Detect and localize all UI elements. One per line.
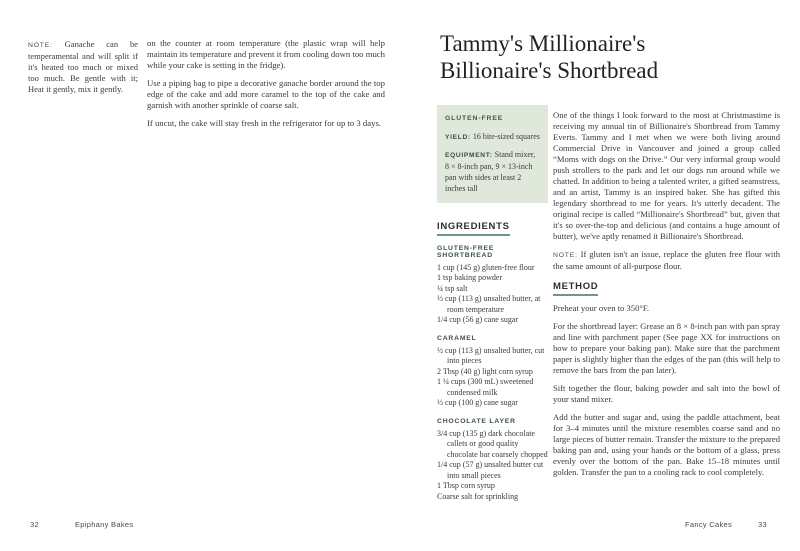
note-text: If gluten isn't an issue, replace the gluten free flour with the same amount of all-purpose flour.	[553, 249, 781, 271]
body-paragraph: Use a piping bag to pipe a decorative ganache border around the top edge of the cake and add more caramel to the top of the cake and garnish with another sprinkle of coarse salt.	[147, 78, 385, 110]
margin-note-paragraph	[28, 39, 138, 95]
method-paragraph: Sift together the flour, baking powder and salt into the bowl of your stand mixer.	[553, 382, 780, 404]
ingredient-section-shortbread	[437, 245, 548, 326]
ingredient-item: 1 cup (145 g) gluten-free flour	[437, 262, 535, 272]
margin-note	[28, 39, 138, 95]
equipment-value: Stand mixer, 8 × 8-inch pan, 9 × 13-inch pan with sides at least 2 inches tall	[445, 150, 536, 193]
ingredient-section-title: GLUTEN-FREE SHORTBREAD	[437, 244, 495, 259]
ingredient-section-caramel	[437, 335, 548, 409]
method-paragraph: Add the butter and sugar and, using the paddle attachment, beat for 3–4 minutes until the mixture resembles coarse sand and no large pieces of butter remain. Transfer the mixture to the prepared baking pan and, using your hands or the bottom of a glass, press evenly over the bottom of the pan. Bake 15–18 minutes until golden. Transfer the pan to a cooling rack to cool completely.	[553, 411, 780, 477]
ingredient-item: 1/4 cup (56 g) cane sugar	[437, 315, 519, 324]
ingredient-item: 1 ¼ cups (300 mL) sweetened condensed milk	[437, 377, 534, 397]
body-paragraph: on the counter at room temperature (the plastic wrap will help maintain its temperature and prevent it from cooling down too much while your cake is setting in the fridge).	[147, 38, 385, 70]
method-header: METHOD	[553, 281, 598, 296]
ingredient-item: 1/4 cup (57 g) unsalted butter cut into small pieces	[437, 460, 544, 480]
left-body-column	[147, 38, 385, 129]
ingredient-section-title: CARAMEL	[437, 334, 477, 342]
ingredients-header-wrap	[437, 216, 548, 236]
yield-value: 16 bite-sized squares	[472, 132, 540, 141]
ingredients-header: INGREDIENTS	[437, 221, 510, 236]
method-paragraph: For the shortbread layer: Grease an 8 × 8-inch pan with pan spray and line with parchment paper (See page XX for instructions on how to prepare your baking pan). Make sure that the parchment paper is slightly higher than the edges of the pan (this will help to remove the bars from the pan later).	[553, 320, 780, 375]
page-number-left: 32	[30, 520, 39, 529]
ingredient-section-chocolate	[437, 418, 548, 503]
page-number-right: 33	[758, 520, 767, 529]
ingredient-item: 1 Tbsp corn syrup	[437, 481, 495, 490]
method-paragraph: Preheat your oven to 350°F.	[553, 302, 650, 313]
ingredient-item: Coarse salt for sprinkling	[437, 491, 519, 501]
ingredient-item: 3/4 cup (135 g) dark chocolate callets or good quality chocolate bar coarsely chopped	[437, 428, 548, 459]
body-paragraph: If uncut, the cake will stay fresh in the refrigerator for up to 3 days.	[147, 118, 381, 128]
ingredient-item: ½ cup (113 g) unsalted butter, at room temperature	[437, 294, 541, 314]
ingredient-item: ½ cup (113 g) unsalted butter, cut into pieces	[437, 345, 545, 365]
equipment-row	[445, 149, 540, 194]
yield-label: YIELD:	[445, 134, 471, 141]
ingredient-item: 1 tsp baking powder	[437, 273, 503, 282]
ingredient-item: ¼ tsp salt	[437, 283, 468, 293]
recipe-title: Tammy's Millionaire's Billionaire's Shortbread	[440, 31, 659, 83]
running-head-left: Epiphany Bakes	[75, 520, 134, 529]
ingredient-item: 2 Tbsp (40 g) light corn syrup	[437, 366, 533, 376]
right-body-column	[553, 110, 780, 478]
running-head-right: Fancy Cakes	[685, 520, 733, 529]
note-label: NOTE:	[553, 252, 578, 259]
intro-paragraph: One of the things I look forward to the most at Christmastime is receiving my annual tin of Billionaire's Shortbread from Tammy Everts. Tammy and I met when we were both living around Commercial Drive in Vancouver and joined a group called “Moms with dogs on the Drive.” Our very informal group would push strollers to the park and let our dogs run around while we chatted. In addition to being a talented writer, a gifted seamstress, and an artist, Tammy is an inspired baker. She has gifted this legendary shortbread to me for years. It's utterly decadent. The original recipe is called “Millionaire's Shortbread” but, given that it's so over-the-top and delicious (and contains a huge amount of butter), we've aptly renamed it Billionaire's Shortbread.	[553, 110, 780, 241]
equipment-label: EQUIPMENT:	[445, 152, 493, 159]
ingredient-item: ½ cup (100 g) cane sugar	[437, 398, 518, 407]
diet-badge: GLUTEN-FREE	[445, 115, 504, 122]
yield-row	[445, 131, 540, 143]
recipe-meta-column	[437, 105, 548, 502]
note-text: Ganache can be temperamental and will split if it's heated too much or mixed too much. Be gentle with it; Heat it gently, mix it gently.	[28, 39, 138, 94]
note-label: NOTE:	[28, 42, 53, 49]
ingredient-section-title: CHOCOLATE LAYER	[437, 417, 516, 425]
note-paragraph	[553, 249, 780, 272]
recipe-info-box	[437, 105, 548, 203]
method-header-wrap	[553, 281, 780, 296]
